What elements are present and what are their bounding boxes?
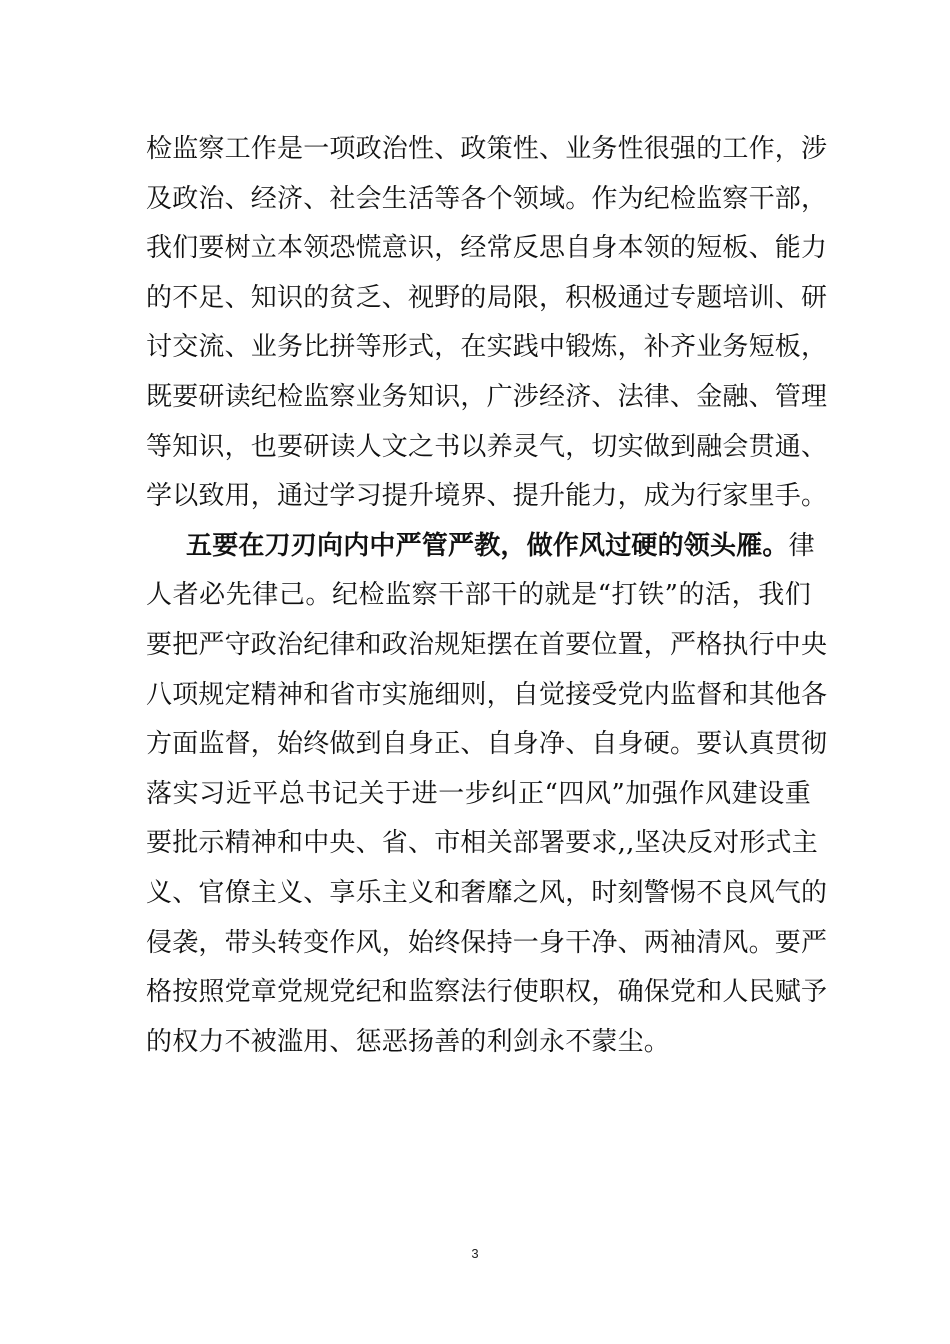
page-number: 3 (471, 1246, 479, 1261)
text-line: 检监察工作是一项政治性、政策性、业务性很强的工作，涉 (146, 134, 828, 164)
text-line: 八项规定精神和省市实施细则，自觉接受党内监督和其他各 (146, 679, 828, 710)
text-line: 等知识，也要研读人文之书以养灵气，切实做到融会贯通、 (146, 431, 828, 462)
text-line: 侵袭，带头转变作风，始终保持一身干净、两袖清风。要严 (146, 927, 828, 958)
text-line: 落实习近平总书记关于进一步纠正“四风”加强作风建设重 (146, 778, 811, 809)
text-line-last: 的权力不被滥用、惩恶扬善的利剑永不蒙尘。 (146, 1026, 671, 1057)
text-line: 方面监督，始终做到自身正、自身净、自身硬。要认真贯彻 (146, 729, 828, 760)
text-line: 要把严守政治纪律和政治规矩摆在首要位置，严格执行中央 (146, 629, 828, 660)
section-five-first-line (146, 522, 815, 572)
text-line: 既要研读纪检监察业务知识，广涉经济、法律、金融、管理 (146, 381, 828, 412)
text-line: 要批示精神和中央、省、市相关部署要求,,坚决反对形式主 (146, 828, 818, 859)
text-line: 我们要树立本领恐慌意识，经常反思自身本领的短板、能力 (146, 233, 828, 264)
text-line: 义、官僚主义、享乐主义和奢靡之风，时刻警惕不良风气的 (146, 877, 828, 908)
section-five-first-line-rest: 律 (788, 530, 815, 561)
text-line: 的不足、知识的贫乏、视野的局限，积极通过专题培训、研 (146, 282, 828, 313)
text-line: 人者必先律己。纪检监察干部干的就是“打铁”的活，我们 (146, 580, 811, 611)
text-line: 格按照党章党规党纪和监察法行使职权，确保党和人民赋予 (146, 977, 828, 1008)
text-line: 学以致用，通过学习提升境界、提升能力，成为行家里手。 (146, 481, 828, 512)
text-line: 讨交流、业务比拼等形式，在实践中锻炼，补齐业务短板， (146, 332, 828, 363)
text-line: 及政治、经济、社会生活等各个领域。作为纪检监察干部， (146, 183, 828, 214)
body-text (146, 125, 828, 1067)
section-five-heading: 五要在刀刃向内中严管严教，做作风过硬的领头雁。 (186, 530, 789, 561)
